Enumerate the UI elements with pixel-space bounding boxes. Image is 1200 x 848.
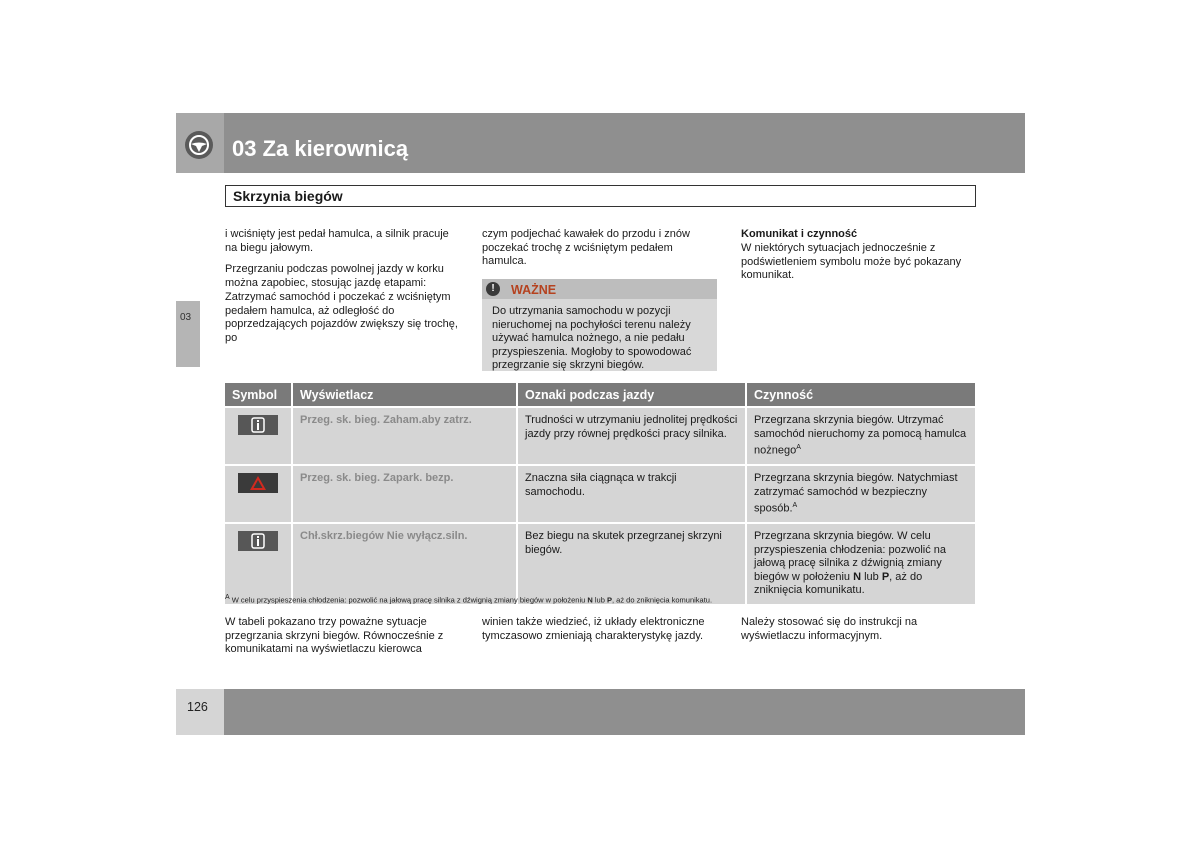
table-header: Oznaki podczas jazdy <box>517 383 746 407</box>
signs-cell: Znaczna siła ciągnąca w trakcji samochodu. <box>517 465 746 523</box>
section-title: Skrzynia biegów <box>233 188 343 204</box>
page-number: 126 <box>187 700 208 714</box>
footnote-ref: A <box>796 444 801 451</box>
footnote-text: lub <box>592 595 607 605</box>
warning-triangle-icon <box>238 473 278 493</box>
gear-position-p: P <box>881 570 890 583</box>
table-header: Czynność <box>746 383 975 407</box>
paragraph: i wciśnięty jest pedał hamulca, a silnik pracuje na biegu jałowym. <box>225 228 449 254</box>
gear-position-n: N <box>853 570 862 583</box>
subheading: Komunikat i czynność <box>741 228 858 240</box>
action-text: Przegrzana skrzynia biegów. Natychmiast zatrzymać samochód w bezpieczny sposób. <box>754 472 958 515</box>
bottom-column-2 <box>482 616 718 651</box>
signs-cell: Bez biegu na skutek przegrzanej skrzyni biegów. <box>517 523 746 604</box>
steering-wheel-icon <box>185 131 213 159</box>
action-text: Przegrzana skrzynia biegów. W celu przyspieszenia chłodzenia: pozwolić na jałową pracę silnika z dźwignią zmiany biegów w położeniu <box>754 530 946 583</box>
text-column-3 <box>741 242 974 291</box>
paragraph: W niektórych sytuacjach jednocześnie z podświetleniem symbolu może być pokazany komunikat. <box>741 242 962 282</box>
text-column-1 <box>225 228 461 354</box>
action-text: , aż do zniknięcia komunikatu. <box>754 570 923 597</box>
display-message: Przeg. sk. bieg. Zaham.aby zatrz. <box>292 407 517 465</box>
symbol-cell <box>225 465 292 523</box>
paragraph: winien także wiedzieć, iż układy elektroniczne tymczasowo zmieniają charakterystykę jazdy. <box>482 616 705 642</box>
warning-text: Do utrzymania samochodu w pozycji nieruchomej na pochyłości terenu należy używać hamulca nożnego, a nie pedału przyspieszenia. Mogłoby to spowodować przegrzanie się skrzyni biegów. <box>492 305 692 371</box>
action-text: Przegrzana skrzynia biegów. Utrzymać samochód nieruchomy za pomocą hamulca nożnego <box>754 414 967 457</box>
table-header: Wyświetlacz <box>292 383 517 407</box>
info-icon <box>238 415 278 435</box>
paragraph: Należy stosować się do instrukcji na wyświetlaczu informacyjnym. <box>741 616 918 642</box>
action-cell <box>746 465 975 523</box>
table-row <box>225 407 975 465</box>
action-cell <box>746 407 975 465</box>
bottom-column-1 <box>225 616 461 665</box>
chapter-title: 03 Za kierownicą <box>232 136 409 161</box>
footnote-text: W celu przyspieszenia chłodzenia: pozwolić na jałową pracę silnika z dźwignią zmiany biegów w położeniu <box>231 595 588 605</box>
bottom-column-3 <box>741 616 977 651</box>
paragraph: W tabeli pokazano trzy poważne sytuacje przegrzania skrzyni biegów. Równocześnie z komunikatami na wyświetlaczu kierowca <box>225 616 444 656</box>
chapter-side-tab <box>176 301 200 367</box>
display-message: Chł.skrz.biegów Nie wyłącz.siln. <box>292 523 517 604</box>
display-message: Przeg. sk. bieg. Zapark. bezp. <box>292 465 517 523</box>
exclamation-icon: ! <box>486 282 500 296</box>
chapter-side-tab-label: 03 <box>180 312 192 323</box>
action-cell <box>746 523 975 604</box>
table-row <box>225 523 975 604</box>
messages-table <box>225 383 975 604</box>
info-icon <box>238 531 278 551</box>
table-header: Symbol <box>225 383 292 407</box>
table-header-row <box>225 383 975 407</box>
footnote-marker: A <box>225 594 230 601</box>
footnote-text: , aż do zniknięcia komunikatu. <box>612 595 713 605</box>
table-footnote <box>225 594 712 605</box>
text-column-2 <box>482 228 718 277</box>
paragraph: Przegrzaniu podczas powolnej jazdy w korku można zapobiec, stosując jazdę etapami: Zatrzymać samochód i poczekać z wciśniętym pedałem hamulca, aż odległość do poprzedzających pojazdów zwiększy się trochę, po <box>225 263 458 344</box>
signs-cell: Trudności w utrzymaniu jednolitej prędkości jazdy przy równej prędkości pracy silnika. <box>517 407 746 465</box>
gear-position-p: P <box>606 595 612 605</box>
footer-bar <box>224 689 1025 735</box>
warning-title: WAŻNE <box>511 283 557 297</box>
symbol-cell <box>225 407 292 465</box>
footnote-ref: A <box>792 502 798 510</box>
action-text: lub <box>861 570 882 583</box>
gear-position-n: N <box>587 595 593 605</box>
paragraph: czym podjechać kawałek do przodu i znów poczekać trochę z wciśniętym pedałem hamulca. <box>482 228 690 268</box>
table-row <box>225 465 975 523</box>
symbol-cell <box>225 523 292 604</box>
